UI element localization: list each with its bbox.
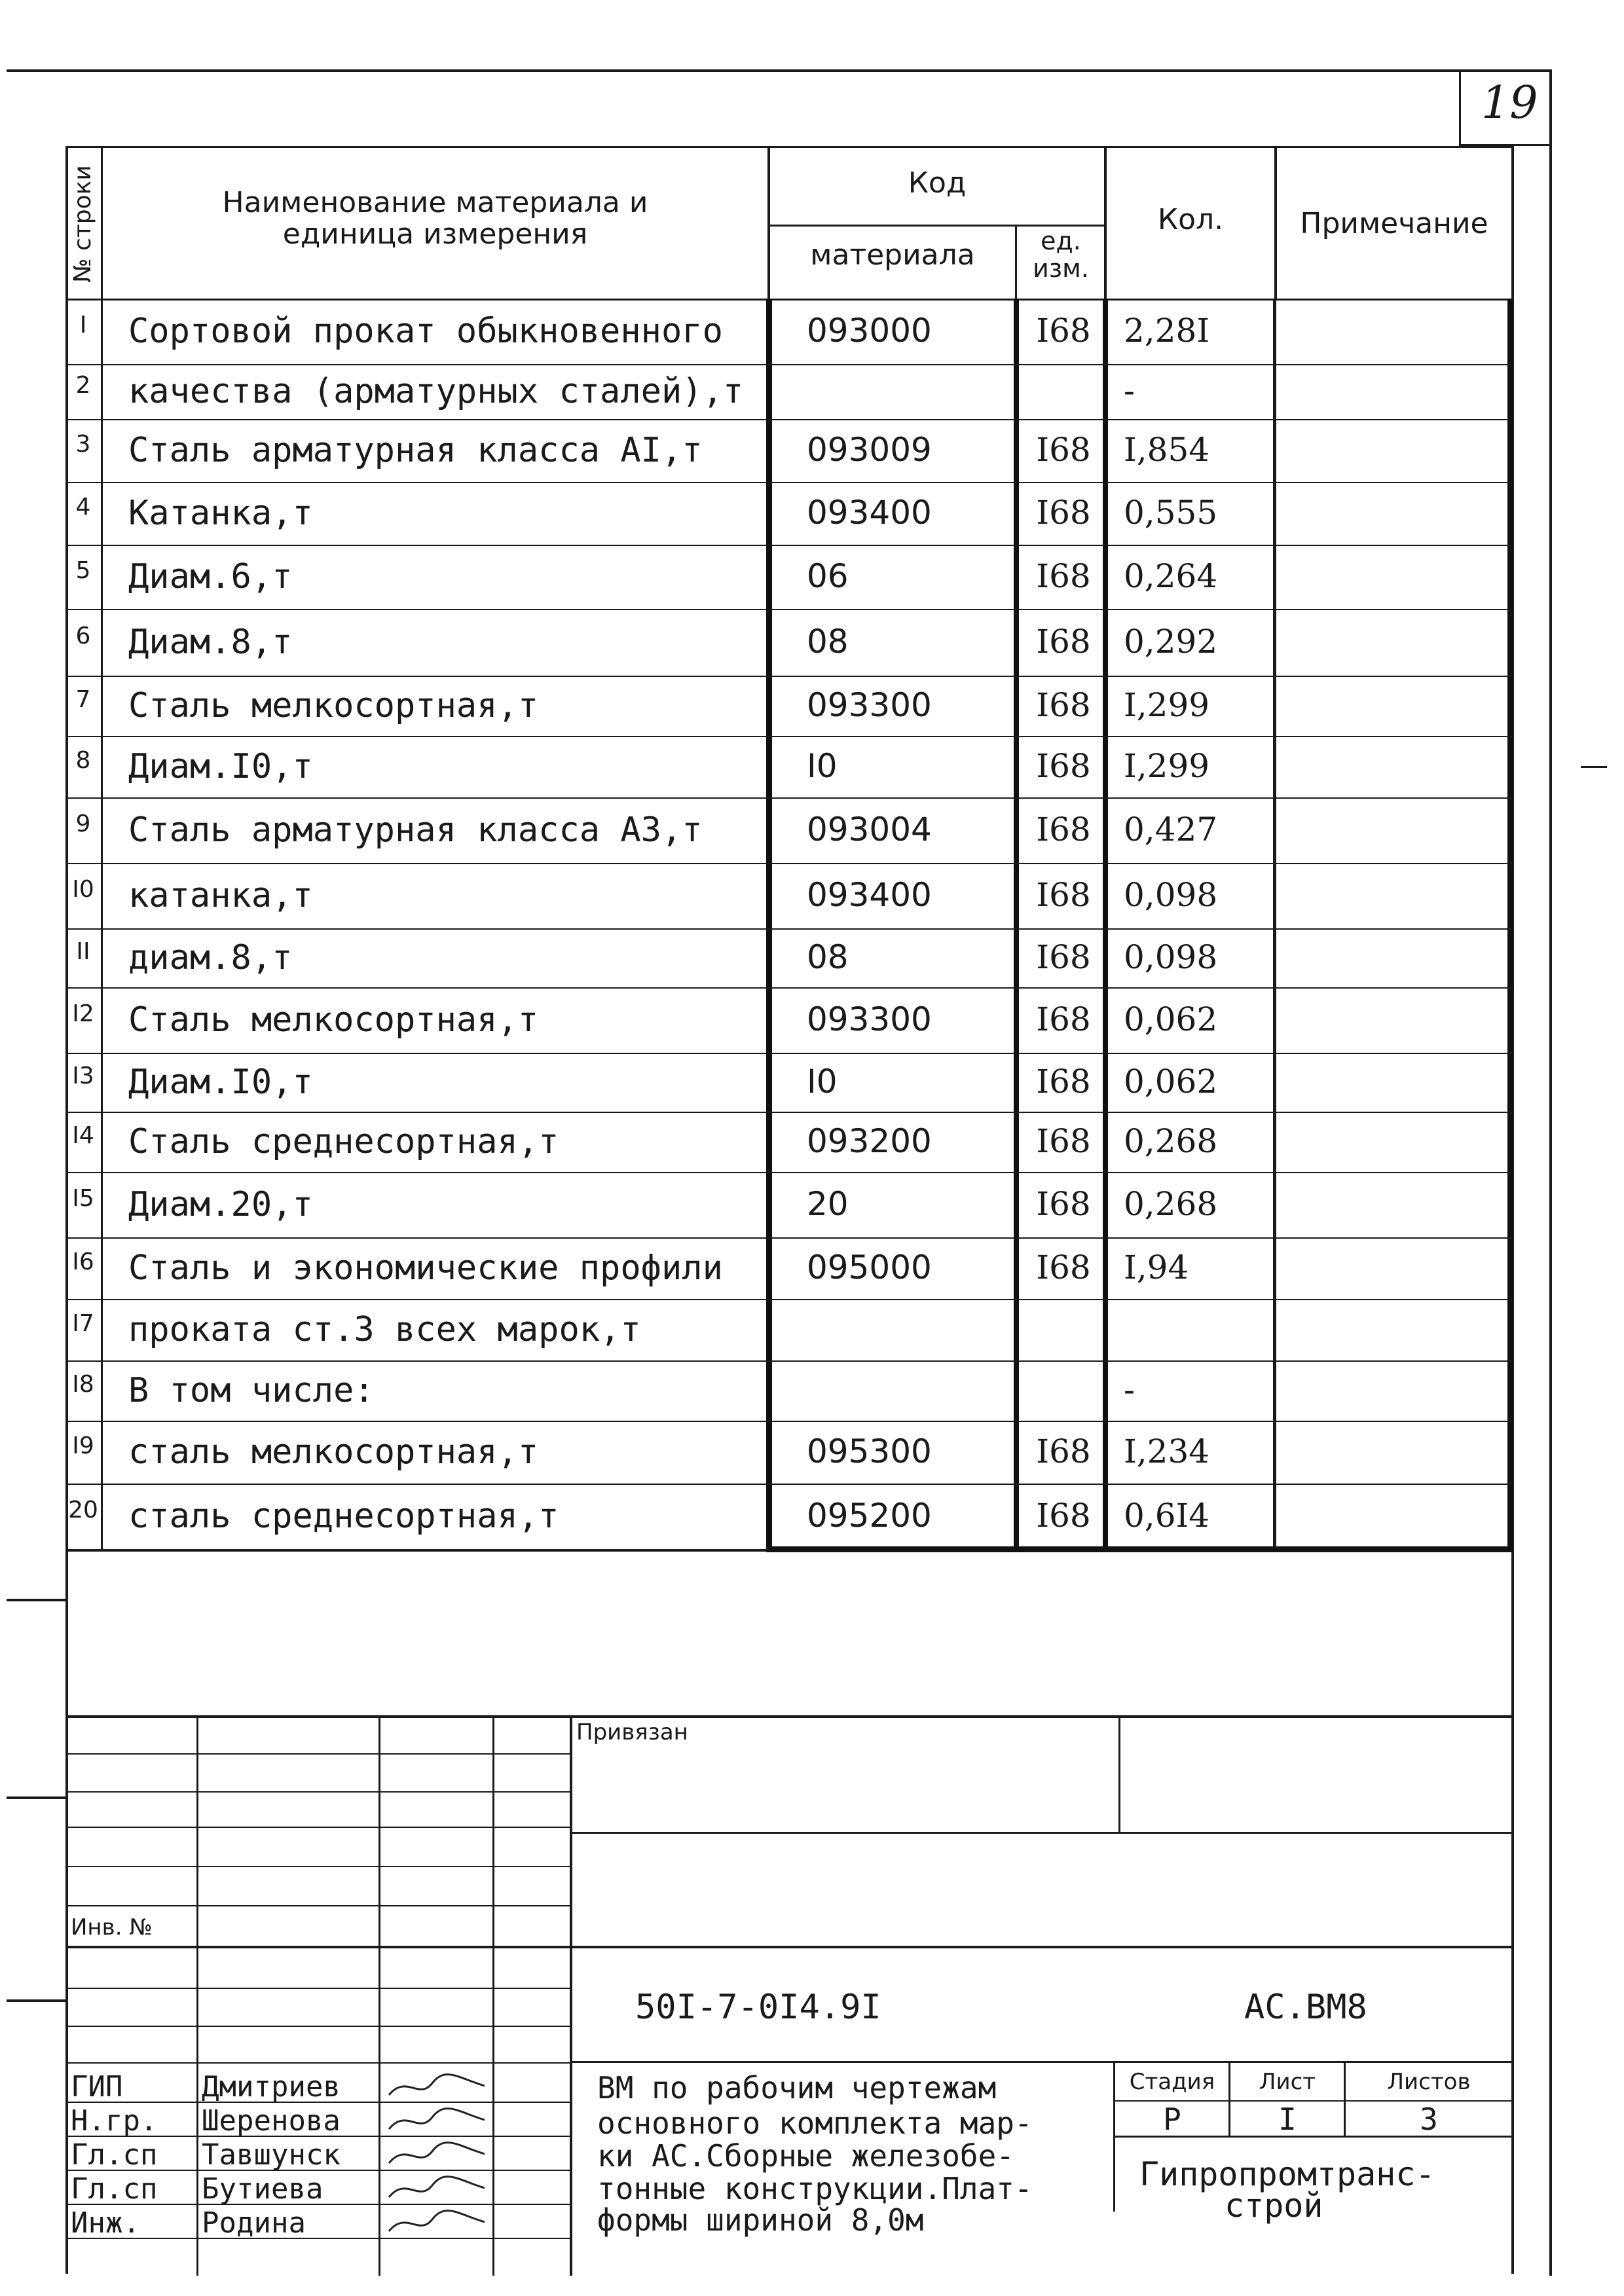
stamp-line-inv-bottom <box>65 1946 1513 1948</box>
body-bottom-thick <box>766 1546 1513 1552</box>
note-header: Примечание <box>1300 207 1488 240</box>
body-right-thick <box>1507 299 1513 1550</box>
material-code: 093009 <box>807 431 932 469</box>
row-number: 8 <box>75 747 91 774</box>
material-name: Сталь мелкосортная,т <box>128 1000 539 1040</box>
inv-no-label: Инв. № <box>71 1914 153 1941</box>
row-number: 7 <box>75 686 91 713</box>
qty-header: Кол. <box>1157 203 1224 236</box>
stamp-h3 <box>65 1827 571 1828</box>
row-divider <box>65 1421 1513 1422</box>
body-bottom-line <box>65 1549 769 1552</box>
row-divider <box>65 419 1513 420</box>
material-code: I0 <box>807 747 838 785</box>
material-name: Сталь и экономические профили <box>128 1248 723 1288</box>
page-number-box-left <box>1459 69 1461 145</box>
page-number: 19 <box>1481 77 1538 129</box>
body-line-qty <box>1103 299 1108 1550</box>
stamp-h8 <box>65 2062 571 2064</box>
material-code: 093400 <box>807 876 932 914</box>
material-name: диам.8,т <box>128 938 293 977</box>
stamp-top-line <box>65 1715 1513 1718</box>
material-code: 20 <box>807 1185 849 1223</box>
material-code: 08 <box>807 623 849 661</box>
material-code: 095000 <box>807 1248 932 1286</box>
stamp-line-code-bottom <box>571 2061 1513 2063</box>
row-number: I9 <box>72 1432 94 1459</box>
unit-code: I68 <box>1036 747 1091 785</box>
stamp-vert-right <box>1118 1715 1120 1833</box>
material-name: качества (арматурных сталей),т <box>128 372 744 411</box>
body-line-unit <box>1014 299 1019 1550</box>
signature-mark <box>386 2140 491 2171</box>
top-border <box>7 69 1552 72</box>
title-line-2: основного комплекта мар- <box>597 2105 1033 2141</box>
header-top-line <box>65 146 1513 148</box>
row-divider <box>65 609 1513 610</box>
unit-code: I68 <box>1036 312 1091 350</box>
material-name: сталь среднесортная,т <box>128 1497 559 1536</box>
signatory-role: Гл.сп <box>71 2138 158 2172</box>
row-divider <box>65 1299 1513 1300</box>
quantity: 0,6I4 <box>1124 1497 1210 1535</box>
stamp-vert-c1b <box>196 1948 198 2276</box>
row-number: 3 <box>75 431 91 458</box>
stamp-vert-c2 <box>378 1715 380 1946</box>
row-number: II <box>76 938 90 965</box>
right-border <box>1549 69 1552 2276</box>
title-line-3: ки АС.Сборные железобе- <box>597 2138 1014 2174</box>
unit-code: I68 <box>1036 1000 1091 1038</box>
quantity: I,94 <box>1124 1248 1189 1286</box>
material-name: Сталь арматурная класса A3,т <box>128 811 703 850</box>
document-mark: АС.ВМ8 <box>1244 1988 1367 2027</box>
material-code: 093000 <box>807 312 932 350</box>
unit-header-line2: изм. <box>1033 254 1089 283</box>
row-number: I5 <box>72 1185 94 1212</box>
unit-code: I68 <box>1036 494 1091 532</box>
quantity: 0,268 <box>1124 1122 1218 1160</box>
material-name: Диам.6,т <box>128 557 293 596</box>
signatory-name: Родина <box>202 2206 306 2240</box>
row-divider <box>65 676 1513 677</box>
stage-label: Стадия <box>1129 2069 1215 2095</box>
row-number: 2 <box>75 372 91 399</box>
unit-code: I68 <box>1036 557 1091 595</box>
unit-code: I68 <box>1036 1432 1091 1470</box>
signature-mark <box>386 2208 491 2239</box>
material-code: 06 <box>807 557 849 595</box>
margin-tick-1 <box>7 1599 67 1601</box>
organization-line-1: Гипропромтранс- <box>1139 2155 1435 2193</box>
row-divider <box>65 863 1513 864</box>
unit-code: I68 <box>1036 876 1091 914</box>
stamp-h13 <box>65 2238 571 2239</box>
row-divider <box>65 928 1513 930</box>
name-header-line1: Наименование материала и <box>222 186 648 219</box>
quantity: I,234 <box>1124 1432 1210 1470</box>
sheet-label: Лист <box>1259 2069 1316 2095</box>
unit-code: I68 <box>1036 1063 1091 1101</box>
body-line-code <box>766 299 772 1550</box>
stamp-vert-main <box>570 1715 572 2276</box>
quantity: I,299 <box>1124 686 1210 724</box>
signatory-name: Бутиева <box>202 2172 323 2206</box>
quantity: 0,098 <box>1124 938 1218 976</box>
row-number: I8 <box>72 1371 94 1398</box>
table-numcol-border <box>101 146 103 1550</box>
quantity: 0,062 <box>1124 1000 1218 1038</box>
quantity: 0,062 <box>1124 1063 1218 1101</box>
signatory-role: Гл.сп <box>71 2172 158 2206</box>
unit-code: I68 <box>1036 1122 1091 1160</box>
row-divider <box>65 364 1513 365</box>
row-number: 6 <box>75 623 91 649</box>
row-divider <box>65 797 1513 799</box>
material-code: 093300 <box>807 1000 932 1038</box>
row-divider <box>65 1172 1513 1173</box>
code-header: Код <box>908 166 967 200</box>
unit-code: I68 <box>1036 431 1091 469</box>
row-divider <box>65 1237 1513 1239</box>
stamp-h5 <box>65 1905 571 1906</box>
material-name: Сталь арматурная класса AI,т <box>128 431 703 470</box>
row-number: I3 <box>72 1063 94 1089</box>
row-number: I4 <box>72 1122 94 1149</box>
stamp-h6 <box>65 1988 571 1989</box>
row-number: I7 <box>72 1310 94 1337</box>
quantity: 2,28I <box>1124 312 1210 350</box>
material-name: проката ст.3 всех марок,т <box>128 1310 641 1349</box>
header-bottom-line <box>65 299 1513 301</box>
unit-code: I68 <box>1036 938 1091 976</box>
row-divider <box>65 736 1513 737</box>
material-name: В том числе: <box>128 1371 375 1410</box>
row-number: I <box>79 312 87 338</box>
material-name: Диам.20,т <box>128 1185 313 1224</box>
quantity: 0,264 <box>1124 557 1218 595</box>
stamp-line-privyazan-bottom <box>571 1832 1513 1834</box>
stamp-vert-c3b <box>492 1948 494 2276</box>
margin-tick-right <box>1581 766 1607 768</box>
unit-code: I68 <box>1036 1497 1091 1535</box>
quantity: - <box>1124 1371 1135 1409</box>
stage-sep-2 <box>1344 2061 1346 2137</box>
stamp-vert-c1 <box>196 1715 198 1946</box>
unit-code: I68 <box>1036 811 1091 848</box>
row-number: 20 <box>68 1497 98 1523</box>
name-header-line2: единица измерения <box>282 217 588 251</box>
material-code: 093004 <box>807 811 932 848</box>
stamp-vert-c3 <box>492 1715 494 1946</box>
row-number: I6 <box>72 1248 94 1275</box>
title-line-1: ВМ по рабочим чертежам <box>597 2070 997 2105</box>
stage-value: Р <box>1163 2102 1181 2137</box>
sheets-value: 3 <box>1420 2102 1438 2137</box>
material-code: 08 <box>807 938 849 976</box>
signature-mark <box>386 2105 491 2137</box>
signature-mark <box>386 2071 491 2103</box>
signatory-name: Дмитриев <box>202 2070 341 2104</box>
material-name: Диам.I0,т <box>128 1063 313 1102</box>
row-number-header: № строки <box>69 165 96 283</box>
material-name: Катанка,т <box>128 494 313 533</box>
row-number: 5 <box>75 557 91 584</box>
unit-code: I68 <box>1036 1248 1091 1286</box>
material-code: 095200 <box>807 1497 932 1535</box>
signatory-role: Инж. <box>71 2206 140 2240</box>
row-divider <box>65 545 1513 546</box>
privyazan-label: Привязан <box>576 1719 688 1745</box>
quantity: I,854 <box>1124 431 1210 469</box>
unit-code: I68 <box>1036 686 1091 724</box>
margin-tick-2 <box>7 1796 67 1799</box>
material-code: I0 <box>807 1063 838 1101</box>
stamp-h7 <box>65 2026 571 2027</box>
unit-header-line1: ед. <box>1041 227 1081 255</box>
material-name: катанка,т <box>128 876 313 915</box>
material-name: Диам.8,т <box>128 623 293 662</box>
row-number: I2 <box>72 1000 94 1027</box>
row-divider <box>65 1484 1513 1485</box>
row-divider <box>65 987 1513 989</box>
stamp-h4 <box>65 1866 571 1867</box>
quantity: 0,268 <box>1124 1185 1218 1223</box>
margin-tick-3 <box>7 1999 67 2002</box>
quantity: I,299 <box>1124 747 1210 785</box>
material-name: Сталь среднесортная,т <box>128 1122 559 1161</box>
organization-line-2: строй <box>1225 2187 1323 2225</box>
row-divider <box>65 482 1513 483</box>
sheet-value: I <box>1278 2102 1297 2137</box>
quantity: 0,555 <box>1124 494 1218 532</box>
row-divider <box>65 1360 1513 1362</box>
material-code: 095300 <box>807 1432 932 1470</box>
unit-code: I68 <box>1036 623 1091 661</box>
stamp-vert-c2b <box>378 1948 380 2276</box>
stage-sep-1 <box>1228 2061 1230 2137</box>
material-name: Диам.I0,т <box>128 747 313 786</box>
row-number: 9 <box>75 811 91 837</box>
material-header: материала <box>810 238 975 272</box>
signatory-name: Шеренова <box>202 2104 341 2138</box>
signatory-role: ГИП <box>71 2070 123 2104</box>
material-code: 093400 <box>807 494 932 532</box>
sheets-label: Листов <box>1387 2069 1471 2095</box>
signatory-name: Тавшунск <box>202 2138 341 2172</box>
material-name: сталь мелкосортная,т <box>128 1432 539 1472</box>
quantity: - <box>1124 372 1135 410</box>
title-line-4: тонные конструкции.Плат- <box>597 2171 1033 2206</box>
row-divider <box>65 1112 1513 1113</box>
stamp-h2 <box>65 1791 571 1793</box>
row-divider <box>65 1053 1513 1054</box>
material-name: Сортовой прокат обыкновенного <box>128 312 723 351</box>
quantity: 0,292 <box>1124 623 1218 661</box>
stamp-h1 <box>65 1753 571 1755</box>
material-code: 093200 <box>807 1122 932 1160</box>
row-number: 4 <box>75 494 91 520</box>
material-name: Сталь мелкосортная,т <box>128 686 539 725</box>
unit-code: I68 <box>1036 1185 1091 1223</box>
document-code: 50I-7-0I4.9I <box>635 1988 881 2027</box>
material-code: 093300 <box>807 686 932 724</box>
quantity: 0,098 <box>1124 876 1218 914</box>
signatory-role: Н.гр. <box>71 2104 158 2138</box>
row-number: I0 <box>72 876 94 903</box>
signature-mark <box>386 2174 491 2205</box>
title-line-5: формы шириной 8,0м <box>597 2202 924 2238</box>
body-line-note <box>1273 299 1276 1550</box>
quantity: 0,427 <box>1124 811 1218 848</box>
